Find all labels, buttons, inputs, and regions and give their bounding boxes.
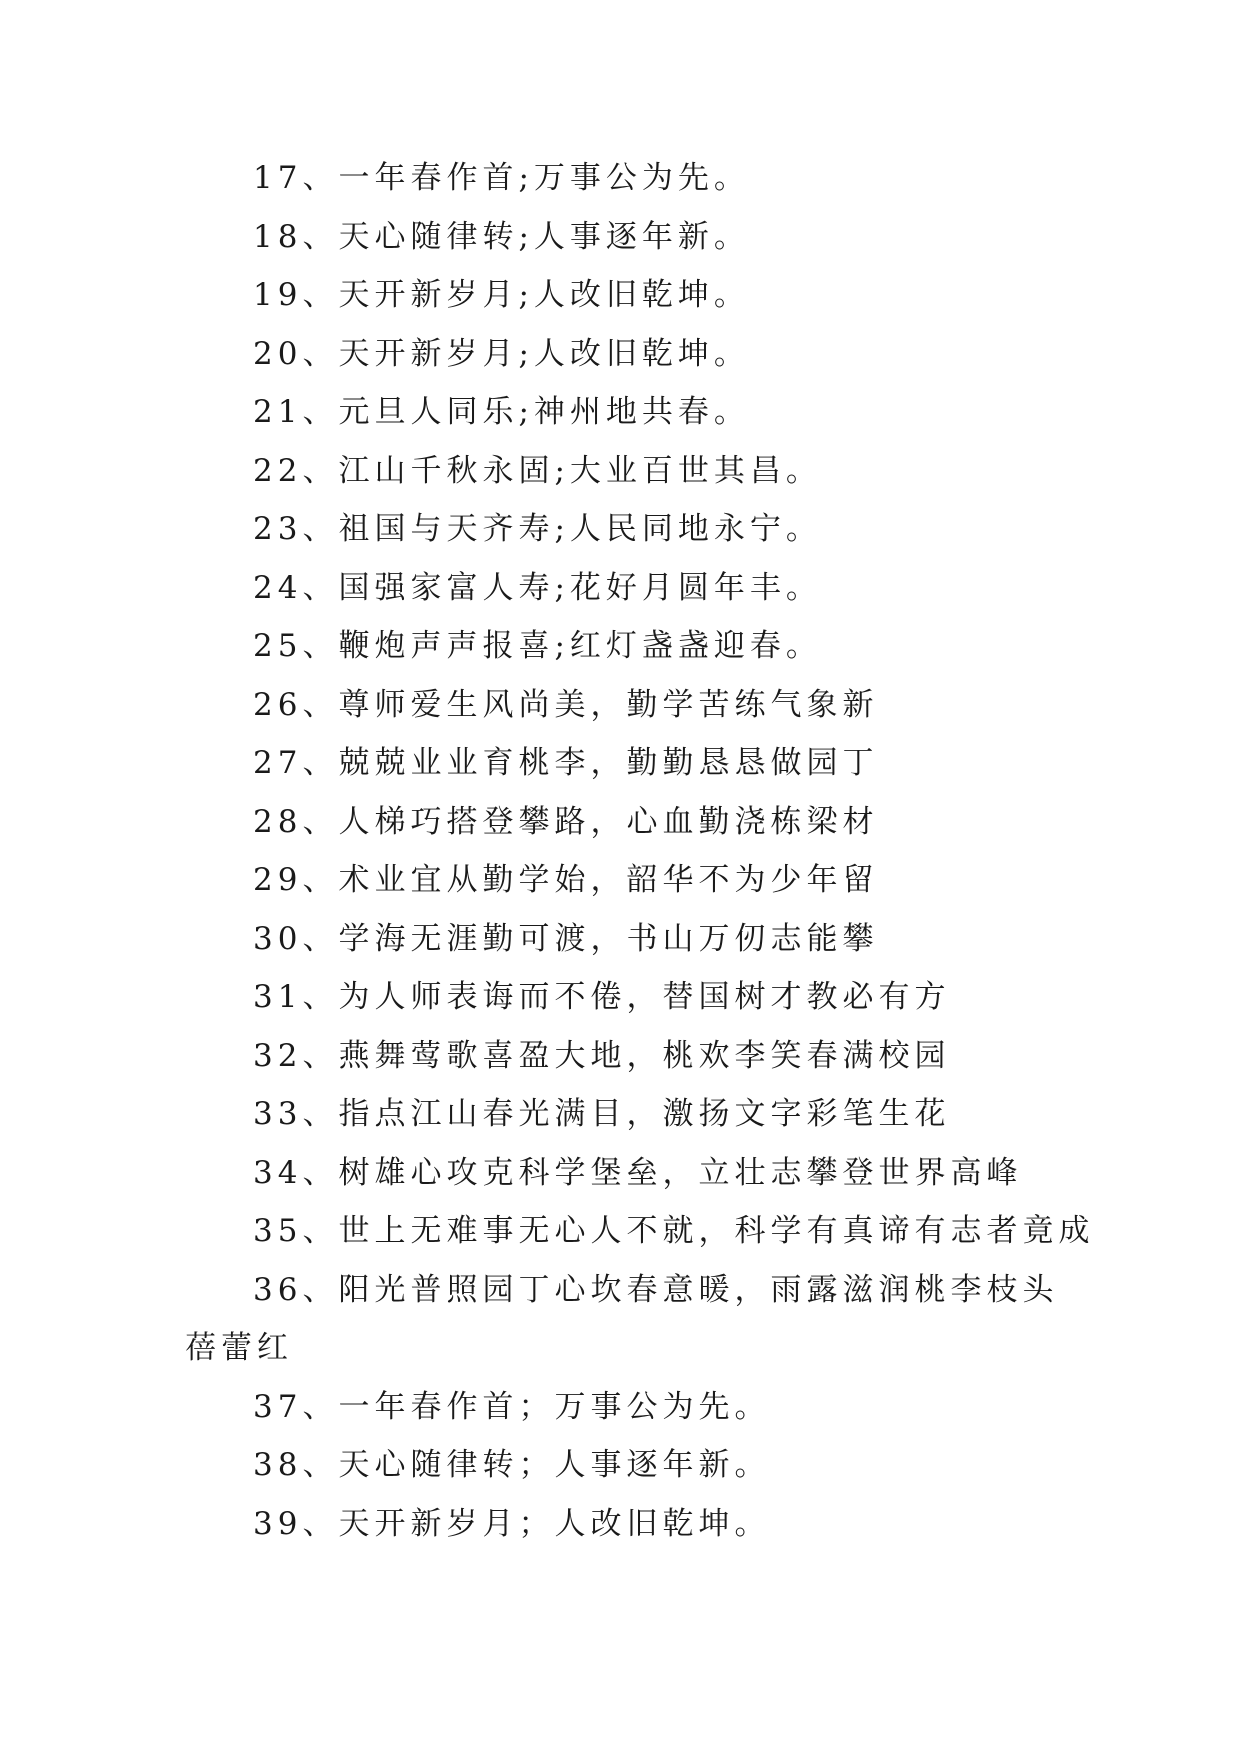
couplet-line-29: 29、术业宜从勤学始，韶华不为少年留 — [253, 862, 879, 898]
couplet-line-38: 38、天心随律转；人事逐年新。 — [253, 1447, 771, 1483]
couplet-line-21: 21、元旦人同乐;神州地共春。 — [253, 394, 750, 430]
couplet-line-32: 32、燕舞莺歌喜盈大地，桃欢李笑春满校园 — [253, 1037, 951, 1074]
couplet-line-33: 33、指点江山春光满目，激扬文字彩笔生花 — [253, 1096, 951, 1132]
couplet-line-25: 25、鞭炮声声报喜;红灯盏盏迎春。 — [253, 628, 822, 664]
couplet-line-39: 39、天开新岁月；人改旧乾坤。 — [253, 1505, 771, 1542]
couplet-line-17: 17、一年春作首;万事公为先。 — [253, 160, 750, 196]
couplet-line-23: 23、祖国与天齐寿;人民同地永宁。 — [253, 511, 822, 547]
couplet-line-28: 28、人梯巧搭登攀路，心血勤浇栋梁材 — [253, 803, 879, 840]
couplet-line-20: 20、天开新岁月;人改旧乾坤。 — [253, 335, 750, 372]
couplet-line-31: 31、为人师表诲而不倦，替国树才教必有方 — [253, 979, 951, 1015]
couplet-line-22: 22、江山千秋永固;大业百世其昌。 — [253, 452, 822, 489]
couplet-line-18: 18、天心随律转;人事逐年新。 — [253, 218, 750, 255]
couplet-line-27: 27、兢兢业业育桃李，勤勤恳恳做园丁 — [253, 745, 879, 781]
couplet-line-19: 19、天开新岁月;人改旧乾坤。 — [253, 277, 750, 313]
couplet-line-35: 35、世上无难事无心人不就，科学有真谛有志者竟成 — [253, 1213, 1095, 1249]
couplet-line-24: 24、国强家富人寿;花好月圆年丰。 — [253, 569, 822, 606]
couplet-line-36: 36、阳光普照园丁心坎春意暖，雨露滋润桃李枝头蓓蕾红 — [185, 1271, 1059, 1366]
couplet-list — [185, 158, 1095, 1562]
couplet-line-34: 34、树雄心攻克科学堡垒，立壮志攀登世界高峰 — [253, 1154, 1023, 1191]
couplet-line-30: 30、学海无涯勤可渡，书山万仞志能攀 — [253, 920, 879, 957]
couplet-line-37: 37、一年春作首；万事公为先。 — [253, 1388, 771, 1425]
couplet-line-26: 26、尊师爱生风尚美，勤学苦练气象新 — [253, 686, 879, 723]
